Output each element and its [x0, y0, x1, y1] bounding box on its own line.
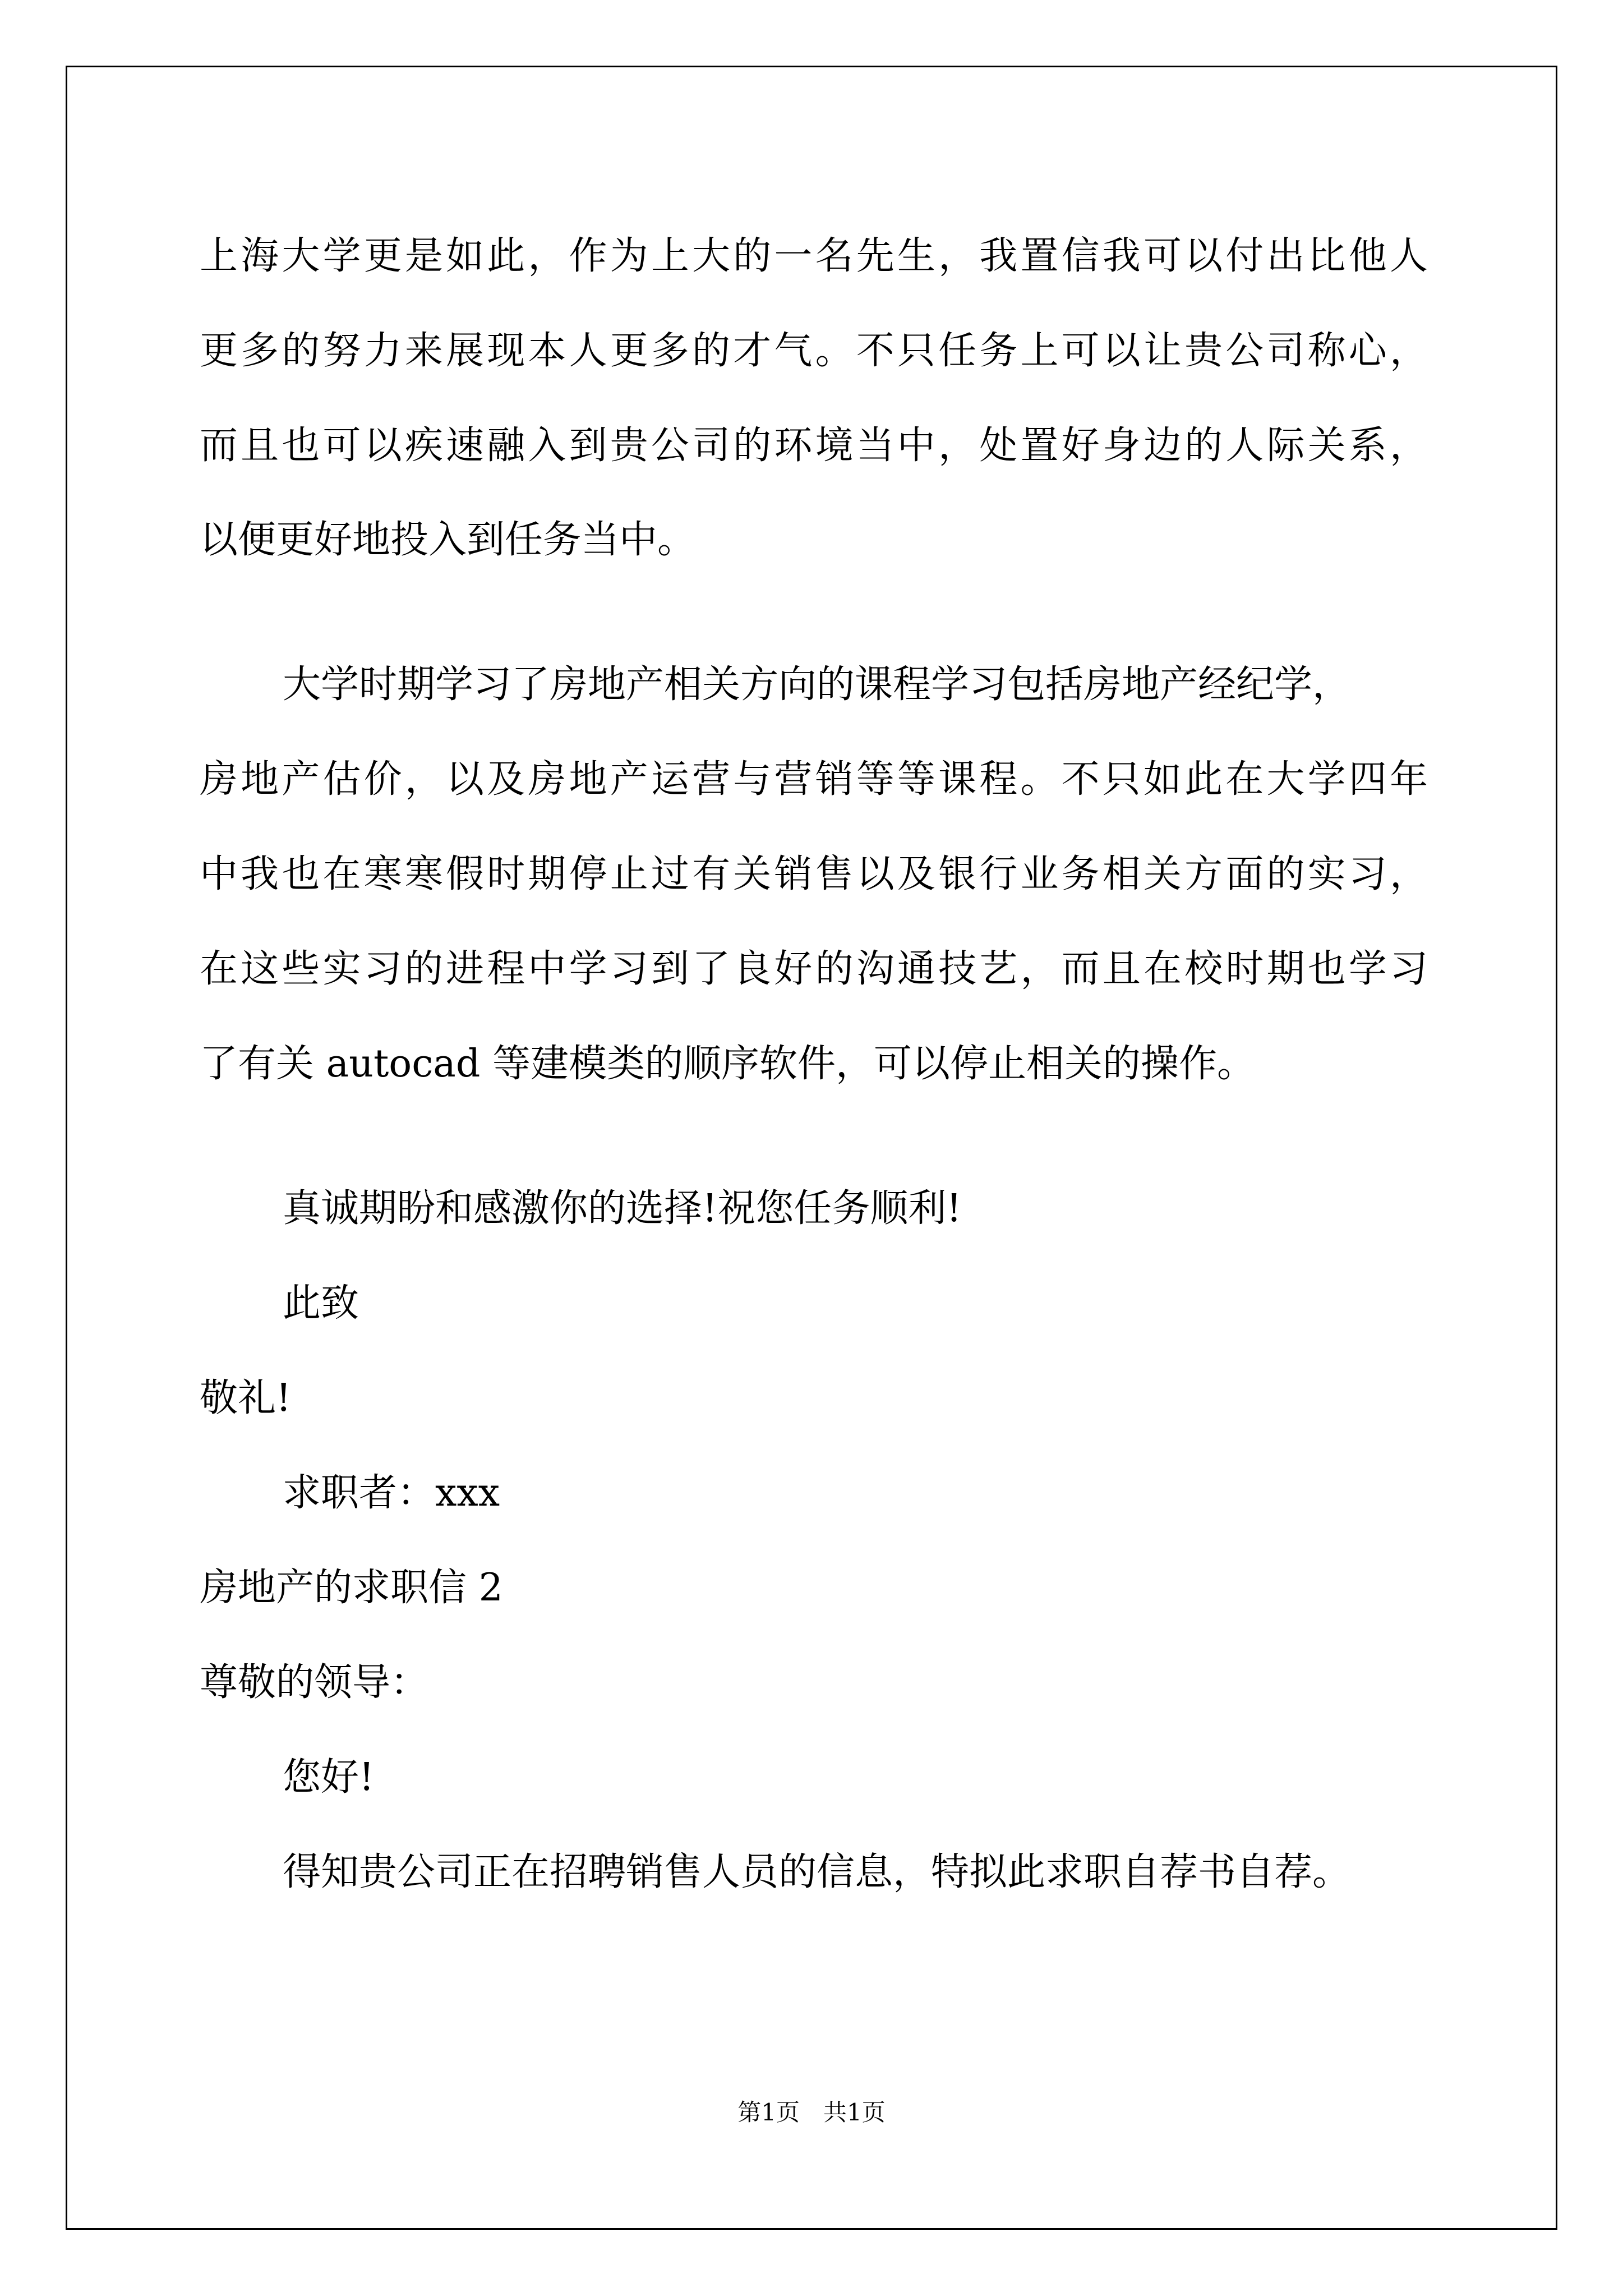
salutation: 尊敬的领导：: [200, 1660, 429, 1705]
closing-wish: 真诚期盼和感激你的选择!祝您任务顺利!: [283, 1186, 962, 1231]
paragraph-line: 得知贵公司正在招聘销售人员的信息，特拟此求职自荐书自荐。: [283, 1850, 1351, 1894]
paragraph-line: 而且也可以疾速融入到贵公司的环境当中，处置好身边的人际关系，: [200, 424, 1428, 468]
paragraph-line: 了有关 autocad 等建模类的顺序软件，可以停止相关的操作。: [200, 1042, 1255, 1086]
paragraph-line: 以便更好地投入到任务当中。: [200, 518, 696, 562]
paragraph-line: 更多的努力来展现本人更多的才气。不只任务上可以让贵公司称心，: [200, 329, 1428, 373]
paragraph-line: 大学时期学习了房地产相关方向的课程学习包括房地产经纪学，: [283, 662, 1351, 707]
page-border: [66, 66, 1557, 2230]
page-footer: 第1页 共1页: [737, 2099, 886, 2126]
section-title: 房地产的求职信 2: [200, 1566, 503, 1610]
closing-jingli: 敬礼!: [200, 1376, 292, 1420]
paragraph-line: 在这些实习的进程中学习到了良好的沟通技艺，而且在校时期也学习: [200, 947, 1428, 991]
paragraph-line: 中我也在寒寒假时期停止过有关销售以及银行业务相关方面的实习，: [200, 852, 1428, 896]
signature: 求职者：xxx: [283, 1471, 500, 1515]
paragraph-line: 上海大学更是如此，作为上大的一名先生，我置信我可以付出比他人: [200, 234, 1428, 278]
greeting: 您好!: [283, 1755, 375, 1800]
paragraph-line: 房地产估价，以及房地产运营与营销等等课程。不只如此在大学四年: [200, 757, 1428, 802]
closing-cizhi: 此致: [283, 1281, 359, 1326]
